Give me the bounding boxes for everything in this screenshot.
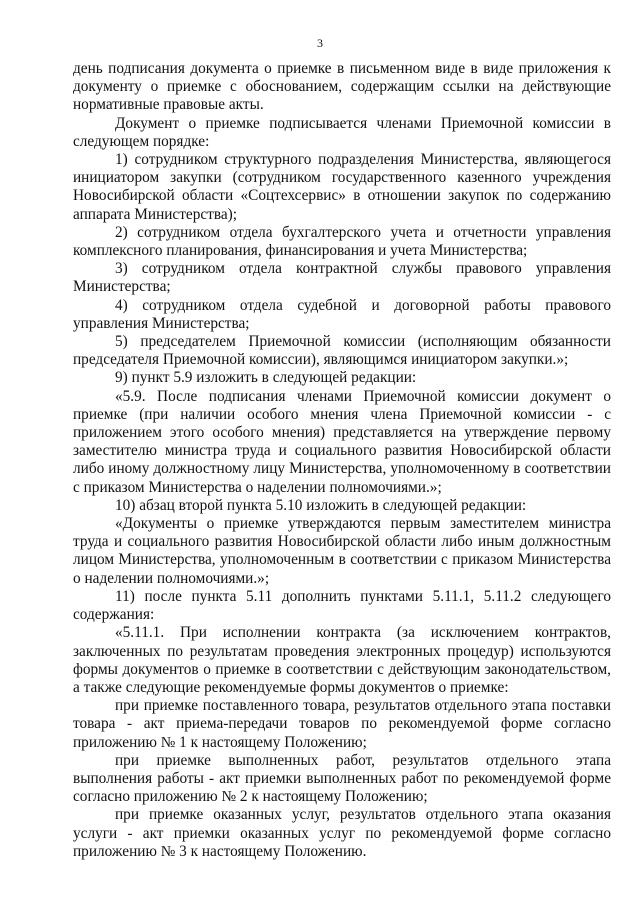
form-goods-paragraph: при приемке поставленного товара, результатов отдельного этапа поставки товара - акт приема-передачи товаров по рекомендуемой форме согласно приложению № 1 к настоящему Положению; — [73, 697, 611, 751]
amendment-9-text: «5.9. После подписания членами Приемочной комиссии документ о приемке (при наличии особого мнения члена Приемочной комиссии - с приложением этого особого мнения) представляется на утверждение первому заместителю министра труда и социального развития Новосибирской области либо иному должностному лицу Министерства, уполномоченному в соответствии с приказом Министерства о наделении полномочиями.»; — [73, 387, 611, 496]
amendment-10-text: «Документы о приемке утверждаются первым заместителем министра труда и социального развития Новосибирской области либо иным должностным лицом Министерства, уполномоченным в соответствии с приказом Министерства о наделении полномочиями.»; — [73, 515, 611, 587]
page-number: 3 — [317, 36, 323, 50]
document-body — [73, 60, 611, 861]
list-item-3: 3) сотрудником отдела контрактной службы правового управления Министерства; — [73, 260, 611, 296]
list-item-5: 5) председателем Приемочной комиссии (исполняющим обязанности председателя Приемочной комиссии), являющимся инициатором закупки.»; — [73, 333, 611, 369]
form-works-paragraph: при приемке выполненных работ, результатов отдельного этапа выполнения работы - акт приемки выполненных работ по рекомендуемой форме согласно приложению № 2 к настоящему Положению; — [73, 751, 611, 806]
clause-5-11-1: «5.11.1. При исполнении контракта (за исключением контрактов, заключенных по результатам проведения электронных процедур) используются формы документов о приемке в соответствии с действующим законодательством, а также следующие рекомендуемые формы документов о приемке: — [73, 624, 611, 696]
form-services-paragraph: при приемке оказанных услуг, результатов отдельного этапа оказания услуги - акт приемки оказанных услуг по рекомендуемой форме согласно приложению № 3 к настоящему Положению. — [73, 806, 611, 860]
list-item-2: 2) сотрудником отдела бухгалтерского учета и отчетности управления комплексного планирования, финансирования и учета Министерства; — [73, 223, 611, 260]
list-item-4: 4) сотрудником отдела судебной и договорной работы правового управления Министерства; — [73, 296, 611, 332]
list-item-1: 1) сотрудником структурного подразделения Министерства, являющегося инициатором закупки (сотрудником государственного казенного учреждения Новосибирской области «Соцтехсервис» в отношении закупок по содержанию аппарата Министерства); — [73, 151, 611, 223]
amendment-10-heading: 10) абзац второй пункта 5.10 изложить в следующей редакции: — [115, 496, 527, 514]
paragraph-2: Документ о приемке подписывается членами Приемочной комиссии в следующем порядке: — [73, 114, 611, 150]
amendment-11-heading: 11) после пункта 5.11 дополнить пунктами 5.11.1, 5.11.2 следующего содержания: — [73, 587, 611, 624]
amendment-9-heading: 9) пункт 5.9 изложить в следующей редакции: — [115, 369, 417, 387]
paragraph-1: день подписания документа о приемке в письменном виде в виде приложения к документу о приемке с обоснованием, содержащим ссылки на действующие нормативные правовые акты. — [73, 60, 611, 114]
